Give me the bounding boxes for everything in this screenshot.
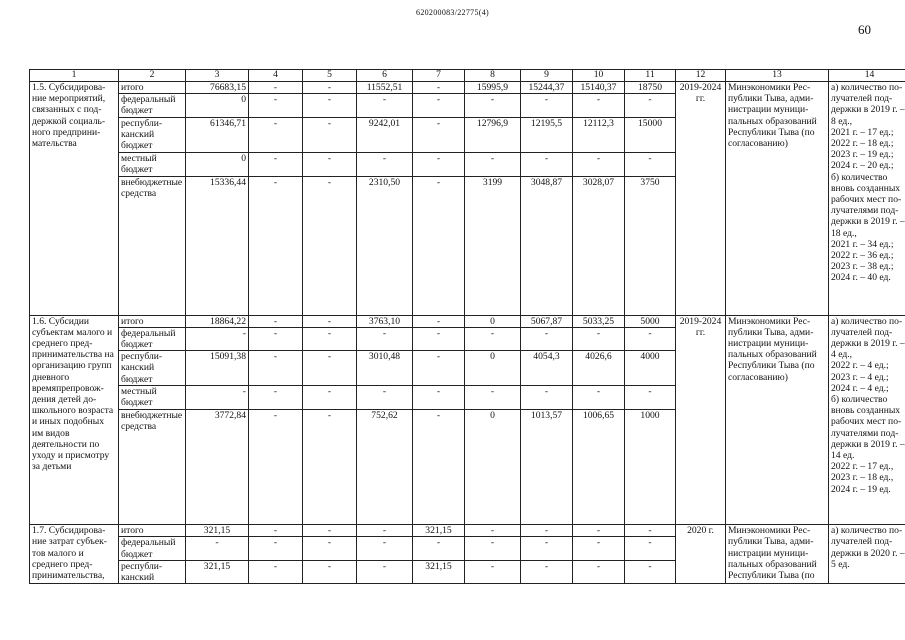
implementation-period: 2019-2024 гг. [676, 82, 726, 316]
amount-cell: - [413, 537, 465, 560]
table-row [30, 315, 905, 327]
table-row [30, 82, 905, 94]
amount-cell: - [521, 525, 573, 537]
amount-cell: 18864,22 [186, 315, 249, 327]
amount-cell: - [249, 560, 303, 583]
amount-cell: - [413, 152, 465, 176]
amount-cell: 3048,87 [521, 176, 573, 315]
amount-cell: - [186, 386, 249, 410]
amount-cell: - [413, 176, 465, 315]
amount-cell: - [249, 315, 303, 327]
amount-cell: - [573, 94, 625, 117]
funding-source: итого [119, 315, 186, 327]
amount-cell: 15995,9 [465, 82, 521, 94]
amount-cell: - [186, 327, 249, 350]
amount-cell: - [573, 327, 625, 350]
amount-cell: - [625, 386, 676, 410]
amount-cell: - [186, 537, 249, 560]
amount-cell: 0 [465, 410, 521, 525]
amount-cell: 0 [186, 152, 249, 176]
amount-cell: 5067,87 [521, 315, 573, 327]
amount-cell: 15140,37 [573, 82, 625, 94]
amount-cell: - [573, 560, 625, 583]
amount-cell: - [413, 117, 465, 152]
amount-cell: 0 [186, 94, 249, 117]
amount-cell: 1000 [625, 410, 676, 525]
funding-source: внебюджетные средства [119, 176, 186, 315]
amount-cell: - [573, 525, 625, 537]
implementation-period: 2019-2024 гг. [676, 315, 726, 525]
amount-cell: - [303, 176, 357, 315]
measure-name: 1.6. Субсидии субъектам малого и среднего предпринимательства на организацию групп дневного времяпрепровождения детей дошкольного возраста и иных подобных им видов деятельности по уходу и присмотру за детьми [30, 315, 119, 525]
implementation-period: 2020 г. [676, 525, 726, 584]
amount-cell: 15336,44 [186, 176, 249, 315]
funding-source: федеральный бюджет [119, 537, 186, 560]
amount-cell: - [413, 386, 465, 410]
header-cell: 12 [676, 70, 726, 82]
header-cell: 3 [186, 70, 249, 82]
header-cell: 1 [30, 70, 119, 82]
amount-cell: - [465, 94, 521, 117]
amount-cell: - [249, 152, 303, 176]
amount-cell: - [249, 82, 303, 94]
amount-cell: - [521, 537, 573, 560]
funding-source: итого [119, 525, 186, 537]
amount-cell: 3028,07 [573, 176, 625, 315]
measure-name: 1.7. Субсидирование затрат субъектов малого и среднего предпринимательства, [30, 525, 119, 584]
amount-cell: - [249, 537, 303, 560]
amount-cell: 1013,57 [521, 410, 573, 525]
executor: Минэкономики Республики Тыва, администрации муниципальных образований Республики Тыва (по согласованию) [726, 315, 829, 525]
amount-cell: - [465, 560, 521, 583]
header-cell: 4 [249, 70, 303, 82]
amount-cell: - [625, 560, 676, 583]
amount-cell: - [303, 351, 357, 386]
amount-cell: 3199 [465, 176, 521, 315]
amount-cell: - [573, 537, 625, 560]
funding-source: республиканский бюджет [119, 351, 186, 386]
funding-source: республиканский бюджет [119, 117, 186, 152]
amount-cell: 4054,3 [521, 351, 573, 386]
amount-cell: - [413, 351, 465, 386]
amount-cell: 4026,6 [573, 351, 625, 386]
amount-cell: 321,15 [413, 525, 465, 537]
target-indicators: а) количество получателей поддержки в 2019 г. – 4 ед., 2022 г. – 4 ед.; 2023 г. – 4 ед.; 2024 г. – 4 ед.; б) количество вновь созданных рабочих мест получателями поддержки в 2019 г. – 14 ед. 2022 г. – 17 ед., 2023 г. – 18 ед., 2024 г. – 19 ед. [829, 315, 905, 525]
amount-cell: 3750 [625, 176, 676, 315]
amount-cell: - [303, 386, 357, 410]
amount-cell: - [249, 176, 303, 315]
executor: Минэкономики Республики Тыва, администрации муниципальных образований Республики Тыва (по [726, 525, 829, 584]
amount-cell: 0 [465, 351, 521, 386]
amount-cell: - [357, 94, 413, 117]
header-cell: 8 [465, 70, 521, 82]
measure-name: 1.5. Субсидирование мероприятий, связанных с поддержкой социального предпринимательства [30, 82, 119, 316]
amount-cell: - [413, 410, 465, 525]
header-cell: 7 [413, 70, 465, 82]
amount-cell: - [249, 351, 303, 386]
amount-cell: - [357, 560, 413, 583]
table-row [30, 525, 905, 537]
amount-cell: - [465, 327, 521, 350]
executor: Минэкономики Республики Тыва, администрации муниципальных образований Республики Тыва (по согласованию) [726, 82, 829, 316]
amount-cell: - [521, 327, 573, 350]
amount-cell: - [521, 94, 573, 117]
amount-cell: 2310,50 [357, 176, 413, 315]
amount-cell: 321,15 [186, 525, 249, 537]
amount-cell: - [357, 152, 413, 176]
amount-cell: - [625, 525, 676, 537]
funding-source: местный бюджет [119, 152, 186, 176]
amount-cell: - [303, 117, 357, 152]
financing-table [29, 69, 905, 584]
amount-cell: - [249, 386, 303, 410]
amount-cell: - [413, 82, 465, 94]
amount-cell: 9242,01 [357, 117, 413, 152]
amount-cell: - [249, 117, 303, 152]
amount-cell: - [303, 560, 357, 583]
amount-cell: - [357, 525, 413, 537]
amount-cell: 61346,71 [186, 117, 249, 152]
funding-source: федеральный бюджет [119, 94, 186, 117]
amount-cell: 76683,15 [186, 82, 249, 94]
funding-source: федеральный бюджет [119, 327, 186, 350]
header-cell: 14 [829, 70, 905, 82]
amount-cell: - [465, 152, 521, 176]
amount-cell: 5033,25 [573, 315, 625, 327]
amount-cell: 752,62 [357, 410, 413, 525]
header-cell: 6 [357, 70, 413, 82]
header-cell: 5 [303, 70, 357, 82]
amount-cell: - [303, 537, 357, 560]
target-indicators: а) количество получателей поддержки в 2020 г. – 5 ед. [829, 525, 905, 584]
amount-cell: 4000 [625, 351, 676, 386]
amount-cell: - [357, 537, 413, 560]
amount-cell: 15000 [625, 117, 676, 152]
amount-cell: - [465, 386, 521, 410]
header-cell: 9 [521, 70, 573, 82]
amount-cell: 12112,3 [573, 117, 625, 152]
amount-cell: - [413, 315, 465, 327]
header-cell: 2 [119, 70, 186, 82]
header-cell: 13 [726, 70, 829, 82]
amount-cell: 5000 [625, 315, 676, 327]
amount-cell: - [303, 94, 357, 117]
amount-cell: - [249, 410, 303, 525]
funding-source: итого [119, 82, 186, 94]
amount-cell: - [465, 525, 521, 537]
target-indicators: а) количество получателей поддержки в 2019 г. – 8 ед., 2021 г. – 17 ед.; 2022 г. – 18 ед.; 2023 г. – 19 ед.; 2024 г. – 20 ед.; б) количество вновь созданных рабочих мест получателями поддержки в 2019 г. – 18 ед., 2021 г. – 34 ед.; 2022 г. – 36 ед.; 2023 г. – 38 ед.; 2024 г. – 40 ед. [829, 82, 905, 316]
amount-cell: 12796,9 [465, 117, 521, 152]
amount-cell: 3772,84 [186, 410, 249, 525]
amount-cell: - [303, 315, 357, 327]
amount-cell: 0 [465, 315, 521, 327]
header-cell: 10 [573, 70, 625, 82]
amount-cell: - [413, 327, 465, 350]
amount-cell: - [357, 386, 413, 410]
header-cell: 11 [625, 70, 676, 82]
amount-cell: - [357, 327, 413, 350]
amount-cell: 12195,5 [521, 117, 573, 152]
amount-cell: 15091,38 [186, 351, 249, 386]
amount-cell: 15244,37 [521, 82, 573, 94]
amount-cell: - [303, 152, 357, 176]
amount-cell: - [625, 537, 676, 560]
amount-cell: - [249, 525, 303, 537]
amount-cell: - [413, 94, 465, 117]
amount-cell: - [625, 94, 676, 117]
amount-cell: - [249, 94, 303, 117]
amount-cell: 11552,51 [357, 82, 413, 94]
amount-cell: - [521, 152, 573, 176]
amount-cell: - [303, 327, 357, 350]
amount-cell: - [303, 525, 357, 537]
header-row [30, 70, 905, 82]
amount-cell: - [303, 82, 357, 94]
amount-cell: - [303, 410, 357, 525]
document-id: 620200083/22775(4) [416, 8, 489, 17]
funding-source: внебюджетные средства [119, 410, 186, 525]
amount-cell: - [521, 386, 573, 410]
amount-cell: - [625, 327, 676, 350]
amount-cell: - [573, 386, 625, 410]
amount-cell: - [573, 152, 625, 176]
amount-cell: 18750 [625, 82, 676, 94]
amount-cell: - [521, 560, 573, 583]
funding-source: республиканский [119, 560, 186, 583]
amount-cell: - [249, 327, 303, 350]
amount-cell: - [625, 152, 676, 176]
funding-source: местный бюджет [119, 386, 186, 410]
amount-cell: 3010,48 [357, 351, 413, 386]
page-number: 60 [858, 22, 871, 37]
amount-cell: - [465, 537, 521, 560]
amount-cell: 1006,65 [573, 410, 625, 525]
amount-cell: 321,15 [413, 560, 465, 583]
amount-cell: 3763,10 [357, 315, 413, 327]
amount-cell: 321,15 [186, 560, 249, 583]
